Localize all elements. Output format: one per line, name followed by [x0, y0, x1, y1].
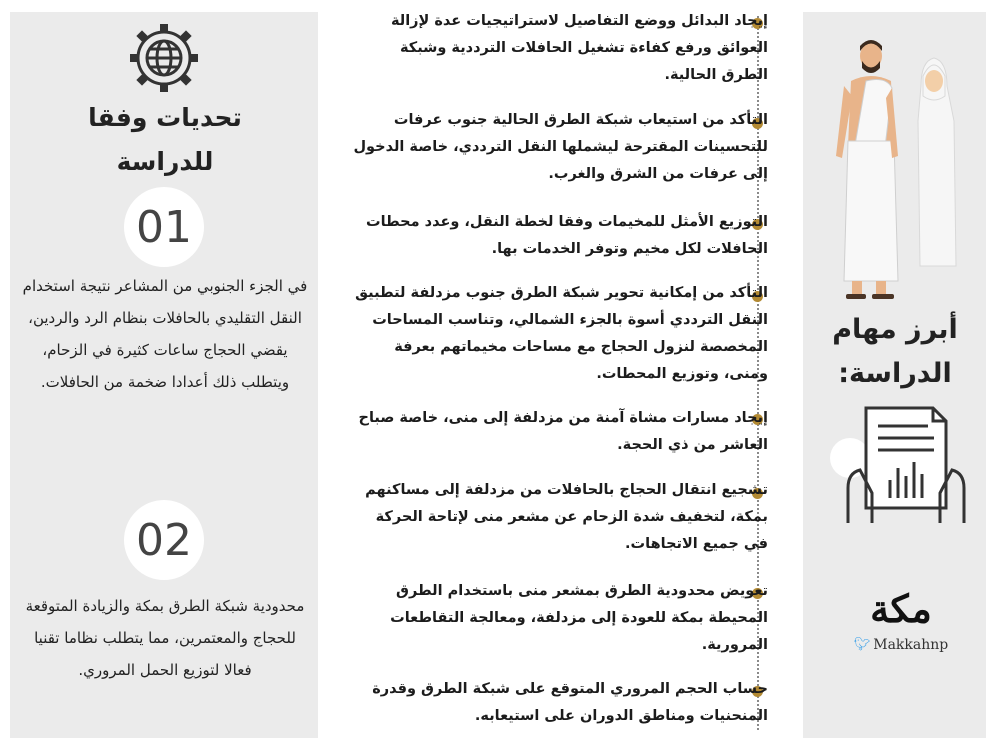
task-item: إيجاد البدائل ووضع التفاصيل لاستراتيجيات عدة لإزالة العوائق ورفع كفاءة تشغيل الحافلات الترددية وشبكة الطرق الحالية. [390, 13, 768, 83]
gear-globe-icon [128, 22, 200, 94]
logo-handle [854, 637, 949, 653]
study-report-icon [828, 398, 968, 528]
logo-handle-text: Makkahnp [873, 636, 949, 653]
challenges-title: تحديات وفقا للدراسة [88, 103, 242, 176]
task-item: حساب الحجم المروري المتوقع على شبكة الطرق وقدرة المنحنيات ومناطق الدوران على استيعابه. [372, 681, 768, 724]
task-item: تشجيع انتقال الحجاج بالحافلات من مزدلفة إلى مساكنهم بمكة، لتخفيف شدة الزحام عن مشعر منى لإتاحة الحركة في جميع الاتجاهات. [365, 482, 768, 552]
task-item: تعويض محدودية الطرق بمشعر منى باستخدام الطرق المحيطة بمكة للعودة إلى مزدلفة، ومعالجة التقاطعات المرورية. [390, 583, 768, 653]
challenge-text: في الجزء الجنوبي من المشاعر نتيجة استخدام النقل التقليدي بالحافلات بنظام الرد والردين، يقضي الحجاج ساعات كثيرة في الزحام، ويتطلب ذلك أعدادا ضخمة من الحافلات. [22, 277, 308, 391]
challenge-number: 02 [124, 500, 204, 580]
challenge-text: محدودية شبكة الطرق بمكة والزيادة المتوقعة للحجاج والمعتمرين، مما يتطلب نظاما تقنيا فعالا لتوزيع الحمل المروري. [25, 597, 305, 679]
makkah-logo [836, 585, 966, 665]
challenge-number: 01 [124, 187, 204, 267]
task-item: إيجاد مسارات مشاة آمنة من مزدلفة إلى منى، خاصة صباح العاشر من ذي الحجة. [358, 410, 768, 453]
pilgrims-illustration [826, 26, 976, 306]
task-item: التأكد من استيعاب شبكة الطرق الحالية جنوب عرفات للتحسينات المقترحة ليشملها النقل الترددي، خاصة الدخول إلى عرفات من الشرق والغرب. [353, 112, 768, 182]
task-item: التأكد من إمكانية تحوير شبكة الطرق جنوب مزدلفة لتطبيق النقل الترددي أسوة بالجزء الشمالي، وتناسب المساحات المخصصة لنزول الحجاج مع مساحات مخيماتهم بعرفة ومنى، وتوزيع المحطات. [355, 285, 768, 382]
logo-text: مكة [870, 586, 932, 631]
tasks-title: أبرز مهام الدراسة: [832, 314, 958, 389]
task-item: التوزيع الأمثل للمخيمات وفقا لخطة النقل، وعدد محطات الحافلات لكل مخيم وتوفر الخدمات بها. [366, 214, 768, 257]
twitter-bird-icon: 🐦︎ [853, 637, 871, 652]
